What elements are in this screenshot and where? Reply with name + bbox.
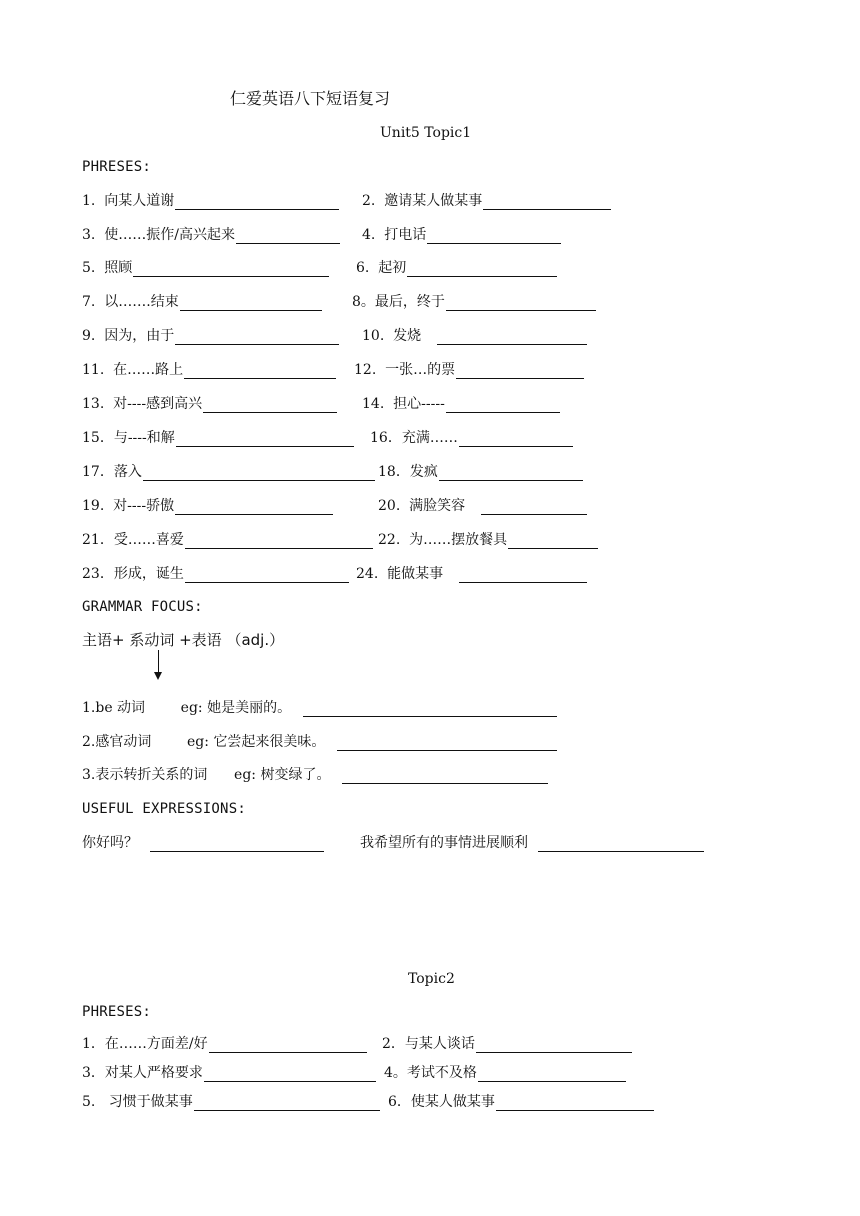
- phrase-item: 10. 发烧: [362, 327, 587, 345]
- answer-blank[interactable]: [175, 329, 339, 345]
- phrase-item: 23．形成，诞生: [82, 565, 349, 583]
- grammar-item: 1.be 动词 eg: 她是美丽的。: [82, 699, 557, 717]
- answer-blank[interactable]: [184, 363, 336, 379]
- answer-blank[interactable]: [185, 533, 373, 549]
- phrase-item: 18．发疯: [378, 463, 583, 481]
- grammar-formula: 主语+ 系动词 +表语 （adj.）: [82, 631, 285, 649]
- answer-blank[interactable]: [185, 567, 349, 583]
- phrase-item: 3. 使……振作/高兴起来: [82, 226, 340, 244]
- phrase-item: 4。考试不及格: [384, 1064, 626, 1082]
- answer-blank[interactable]: [427, 228, 561, 244]
- answer-blank[interactable]: [481, 499, 587, 515]
- answer-blank[interactable]: [176, 431, 354, 447]
- phrase-item: 22. 为……摆放餐具: [378, 531, 598, 549]
- answer-blank[interactable]: [446, 295, 596, 311]
- arrow-head-icon: [154, 672, 162, 680]
- answer-blank[interactable]: [459, 567, 587, 583]
- answer-blank[interactable]: [194, 1095, 380, 1111]
- expression-item: 你好吗？: [82, 834, 324, 852]
- phrase-item: 19. 对----骄傲: [82, 497, 333, 515]
- phrase-item: 8。最后，终于: [352, 293, 596, 311]
- grammar-item: 2.感官动词 eg: 它尝起来很美味。: [82, 733, 557, 751]
- phrase-item: 17．落入: [82, 463, 375, 481]
- phrase-item: 14. 担心-----: [362, 395, 560, 413]
- page-title: 仁爱英语八下短语复习: [230, 89, 391, 108]
- answer-blank[interactable]: [478, 1066, 626, 1082]
- arrow-down-icon: [158, 650, 159, 674]
- answer-blank[interactable]: [437, 329, 587, 345]
- phrase-item: 21．受……喜爱: [82, 531, 373, 549]
- answer-blank[interactable]: [446, 397, 560, 413]
- answer-blank[interactable]: [508, 533, 598, 549]
- phrase-item: 2. 邀请某人做某事: [362, 192, 611, 210]
- phrase-item: 1．在……方面差/好: [82, 1035, 367, 1053]
- phrases-label-topic2: PHRESES:: [82, 1004, 152, 1020]
- phrase-item: 6．使某人做某事: [388, 1093, 654, 1111]
- answer-blank[interactable]: [175, 499, 333, 515]
- phrase-item: 12. 一张…的票: [354, 361, 584, 379]
- answer-blank[interactable]: [439, 465, 583, 481]
- answer-blank[interactable]: [203, 397, 337, 413]
- phrase-item: 5. 照顾: [82, 259, 329, 277]
- grammar-focus-label: GRAMMAR FOCUS:: [82, 599, 203, 615]
- phrase-item: 24. 能做某事: [356, 565, 587, 583]
- answer-blank[interactable]: [133, 261, 329, 277]
- phrase-item: 4. 打电话: [362, 226, 561, 244]
- phrase-item: 20. 满脸笑容: [378, 497, 587, 515]
- phrase-item: 3．对某人严格要求: [82, 1064, 376, 1082]
- answer-blank[interactable]: [483, 194, 611, 210]
- phrase-item: 9. 因为，由于: [82, 327, 339, 345]
- answer-blank[interactable]: [303, 701, 557, 717]
- grammar-item: 3.表示转折关系的词 eg: 树变绿了。: [82, 766, 548, 784]
- answer-blank[interactable]: [456, 363, 584, 379]
- phrase-item: 16．充满……: [370, 429, 573, 447]
- phrase-item: 2．与某人谈话: [382, 1035, 632, 1053]
- answer-blank[interactable]: [180, 295, 322, 311]
- phrase-item: 6. 起初: [356, 259, 557, 277]
- answer-blank[interactable]: [150, 836, 324, 852]
- answer-blank[interactable]: [538, 836, 704, 852]
- phrase-item: 5. 习惯于做某事: [82, 1093, 380, 1111]
- answer-blank[interactable]: [459, 431, 573, 447]
- answer-blank[interactable]: [209, 1037, 367, 1053]
- answer-blank[interactable]: [204, 1066, 376, 1082]
- topic2-heading: Topic2: [408, 971, 455, 987]
- phrase-item: 13. 对----感到高兴: [82, 395, 337, 413]
- phrase-item: 15．与----和解: [82, 429, 354, 447]
- phrases-label: PHRESES:: [82, 159, 152, 175]
- answer-blank[interactable]: [236, 228, 340, 244]
- answer-blank[interactable]: [496, 1095, 654, 1111]
- useful-expressions-label: USEFUL EXPRESSIONS:: [82, 801, 246, 817]
- expression-item: 我希望所有的事情进展顺利: [360, 834, 704, 852]
- answer-blank[interactable]: [476, 1037, 632, 1053]
- answer-blank[interactable]: [407, 261, 557, 277]
- phrase-item: 7. 以…….结束: [82, 293, 322, 311]
- phrase-item: 1. 向某人道谢: [82, 192, 339, 210]
- answer-blank[interactable]: [342, 768, 548, 784]
- answer-blank[interactable]: [337, 735, 557, 751]
- answer-blank[interactable]: [175, 194, 339, 210]
- unit-topic-heading: Unit5 Topic1: [380, 125, 472, 141]
- answer-blank[interactable]: [143, 465, 375, 481]
- phrase-item: 11. 在……路上: [82, 361, 336, 379]
